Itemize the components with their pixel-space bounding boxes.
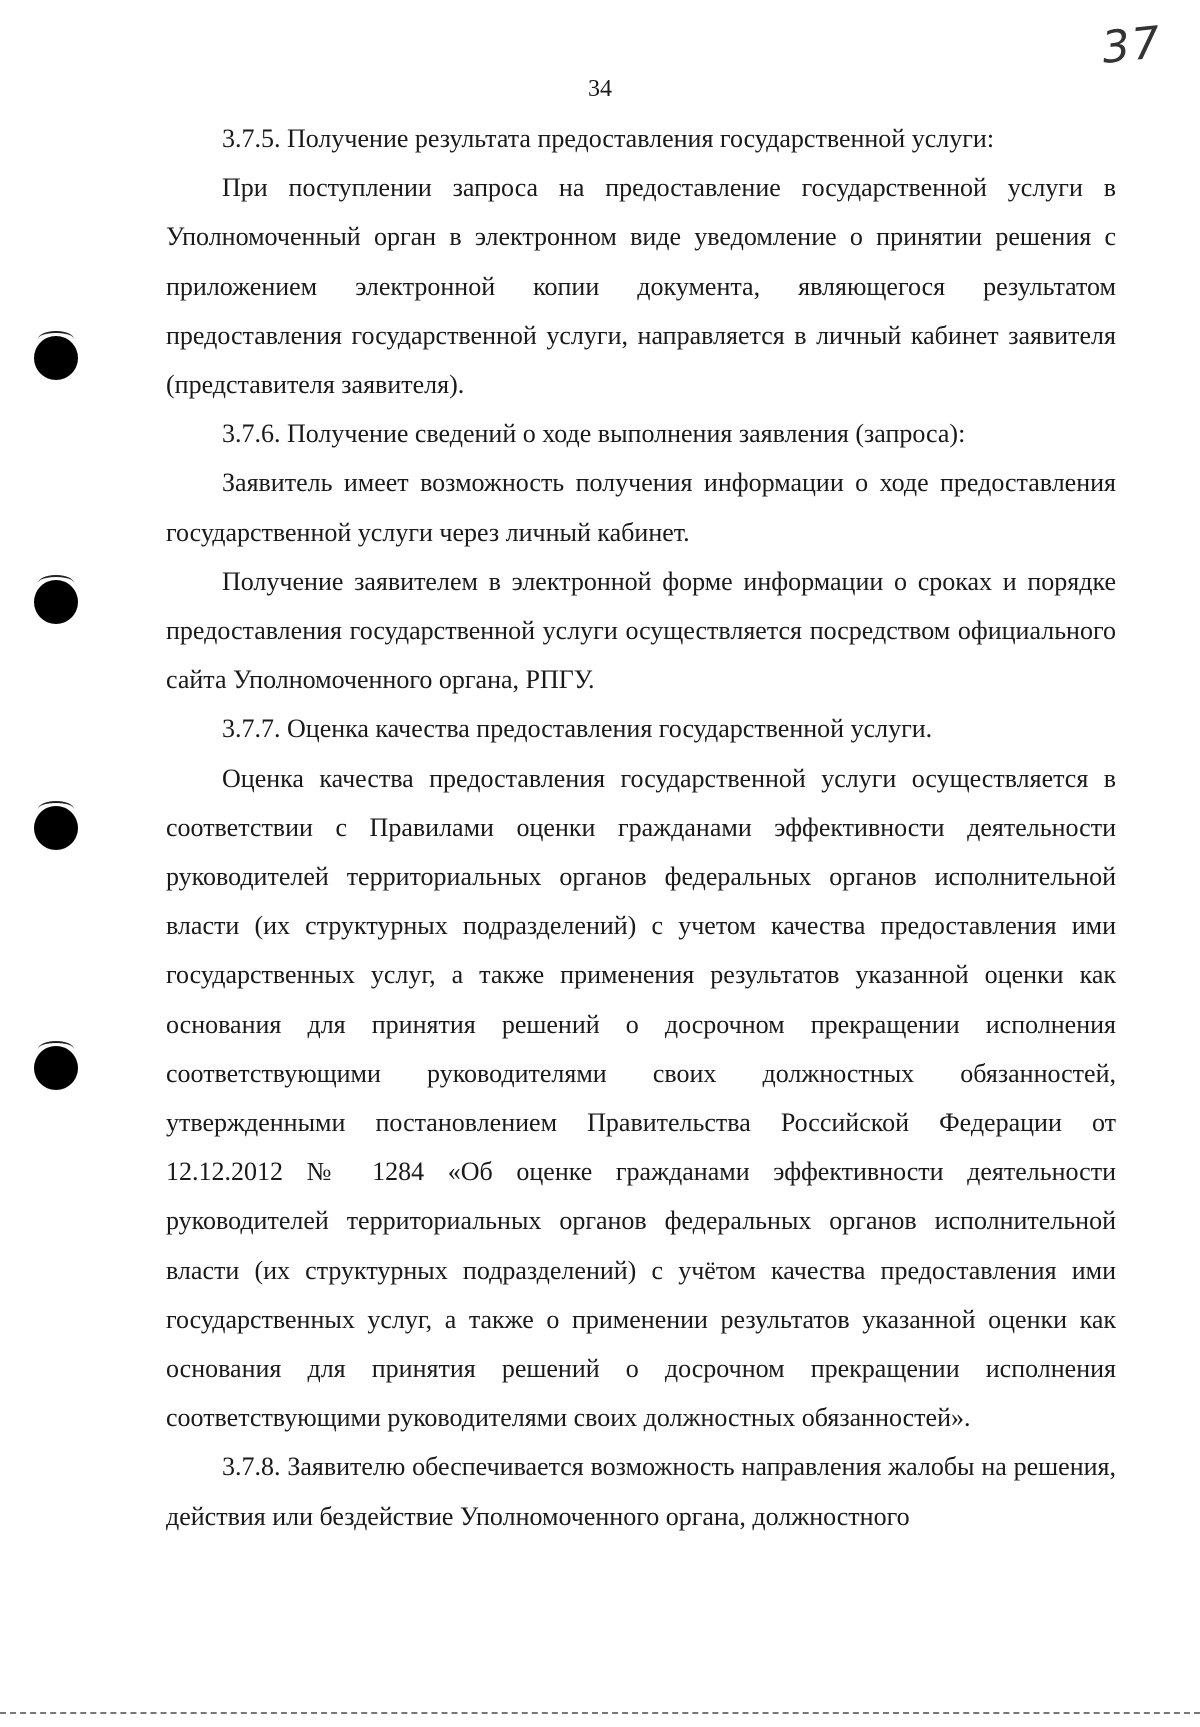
paragraph-terms-info: Получение заявителем в электронной форме информации о сроках и порядке предоставления государственной услуги осуществляется посредством официального сайта Уполномоченного органа, РПГУ. — [166, 566, 1116, 695]
punch-hole-icon — [34, 1046, 78, 1090]
section-heading-3-7-5: 3.7.5. Получение результата предоставления государственной услуги: — [222, 124, 995, 153]
paragraph-result-delivery: При поступлении запроса на предоставление государственной услуги в Уполномоченный орган в электронном виде уведомление о принятии решения с приложением электронной копии документа, являющегося результатом предоставления государственной услуги, направляется в личный кабинет заявителя (представителя заявителя). — [166, 173, 1116, 400]
paragraph-complaint-3-7-8: 3.7.8. Заявителю обеспечивается возможность направления жалобы на решения, действия или бездействие Уполномоченного органа, должностного — [166, 1452, 1116, 1531]
handwritten-page-number: 37 — [1099, 17, 1165, 74]
paragraph-progress-info: Заявитель имеет возможность получения информации о ходе предоставления государственной услуги через личный кабинет. — [166, 468, 1116, 547]
paragraph-quality-assessment: Оценка качества предоставления государственной услуги осуществляется в соответствии с Правилами оценки гражданами эффективности деятельности руководителей территориальных органов федеральных органов исполнительной власти (их структурных подразделений) с учетом качества предоставления ими государственных услуг, а также применения результатов указанной оценки как основания для принятия решений о досрочном прекращении исполнения соответствующими руководителями своих должностных обязанностей, утвержденными постановлением Правительства Российской Федерации от 12.12.2012 № 1284 «Об оценке гражданами эффективности деятельности руководителей территориальных органов федеральных органов исполнительной власти (их структурных подразделений) с учётом качества предоставления ими государственных услуг, а также о применении результатов указанной оценки как основания для принятия решений о досрочном прекращении исполнения соответствующими руководителями своих должностных обязанностей». — [166, 763, 1116, 1433]
bottom-scan-line — [0, 1712, 1200, 1714]
section-heading-3-7-6: 3.7.6. Получение сведений о ходе выполнения заявления (запроса): — [222, 419, 966, 449]
page-number: 34 — [588, 76, 612, 102]
punch-hole-icon — [34, 806, 78, 850]
document-body — [166, 114, 1116, 1541]
punch-hole-icon — [34, 580, 78, 624]
section-heading-3-7-7: 3.7.7. Оценка качества предоставления государственной услуги. — [222, 714, 933, 744]
punch-hole-icon — [34, 336, 78, 380]
